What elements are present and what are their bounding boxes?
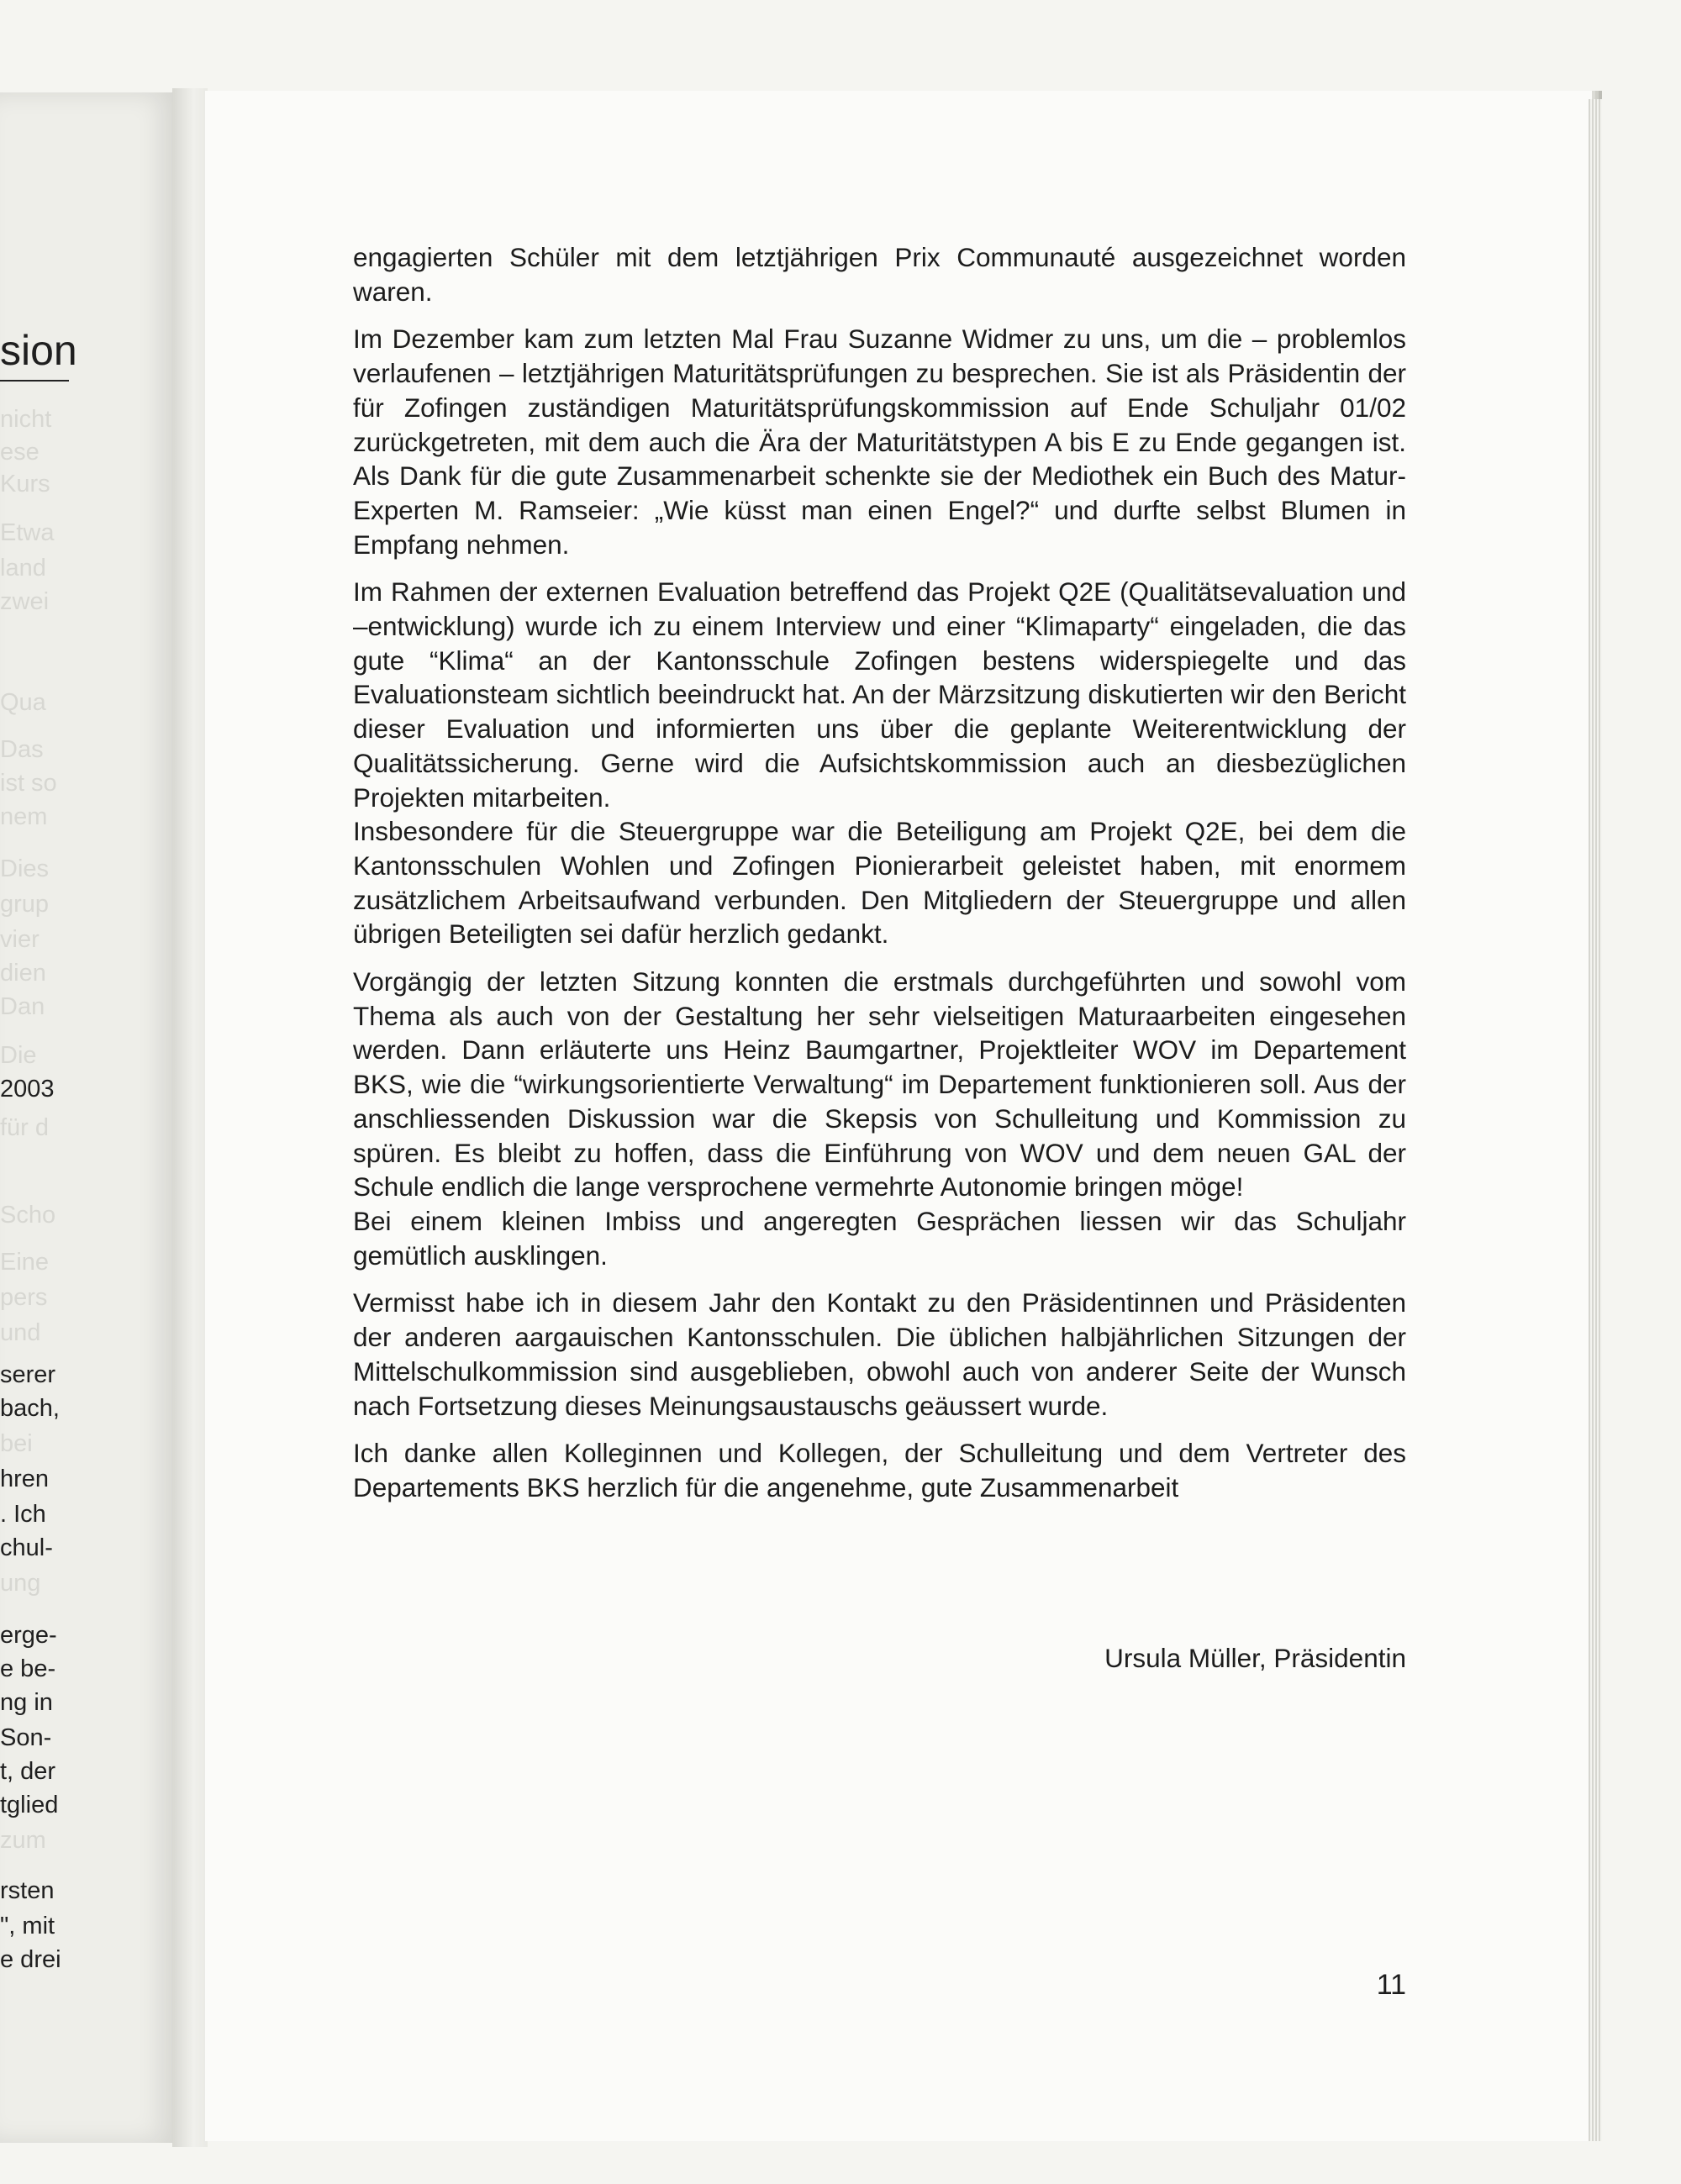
left-heading-rule <box>0 380 69 382</box>
left-faint-fragment: Eine <box>0 1249 50 1276</box>
left-text-fragment: erge- <box>0 1622 57 1649</box>
left-text-fragment: chul- <box>0 1534 53 1561</box>
left-faint-fragment: Dies <box>0 855 50 882</box>
page-stack-edge <box>1589 99 1602 2141</box>
left-faint-fragment: Qua <box>0 689 46 716</box>
left-text-fragment: t, der <box>0 1758 56 1785</box>
left-page-heading: sion <box>0 327 77 374</box>
left-faint-fragment: grup <box>0 891 50 918</box>
left-faint-fragment: ese <box>0 439 40 466</box>
left-faint-fragment: Dan <box>0 993 45 1020</box>
left-faint-fragment: Das <box>0 736 44 763</box>
left-text-fragment: hren <box>0 1466 50 1492</box>
left-text-fragment: ng in <box>0 1689 53 1716</box>
left-text-fragment: . Ich <box>0 1501 46 1528</box>
signature: Ursula Müller, Präsidentin <box>1104 1643 1406 1673</box>
left-faint-fragment: und <box>0 1319 41 1346</box>
left-faint-fragment: Die <box>0 1042 37 1069</box>
left-page <box>0 92 178 2143</box>
book-gutter <box>172 88 208 2147</box>
left-faint-fragment: ist so <box>0 770 57 797</box>
left-page-year: 2003 <box>0 1076 55 1103</box>
left-faint-fragment: nicht <box>0 406 52 433</box>
left-faint-fragment: bei <box>0 1430 33 1457</box>
left-faint-fragment: Kurs <box>0 471 50 497</box>
left-text-fragment: Son- <box>0 1724 52 1751</box>
left-text-fragment: serer <box>0 1361 56 1388</box>
paragraph: engagierten Schüler mit dem letztjährigen Prix Communauté ausgezeichnet worden waren. <box>353 242 1406 307</box>
left-faint-fragment: Scho <box>0 1202 56 1229</box>
paragraph: Vermisst habe ich in diesem Jahr den Kontakt zu den Präsidentinnen und Präsidenten der anderen aargauischen Kantonsschulen. Die üblichen halbjährlichen Sitzungen der Mittelschulkommission sind ausgeblieben, obwohl auch von anderer Seite der Wunsch nach Fortsetzung dieses Meinungsaustauschs geäussert wurde. <box>353 1287 1406 1421</box>
left-text-fragment: e drei <box>0 1946 61 1973</box>
left-text-fragment: e be- <box>0 1655 56 1682</box>
left-faint-fragment: dien <box>0 960 46 987</box>
left-faint-fragment: land <box>0 555 46 582</box>
left-faint-fragment: zwei <box>0 588 50 615</box>
paragraph: Bei einem kleinen Imbiss und angeregten Gesprächen liessen wir das Schuljahr gemütlich ausklingen. <box>353 1205 1406 1271</box>
left-text-fragment: bach, <box>0 1395 60 1422</box>
paragraph: Insbesondere für die Steuergruppe war die Beteiligung am Projekt Q2E, bei dem die Kantonsschulen Wohlen und Zofingen Pionierarbeit geleistet haben, mit enormem zusätzlichem Arbeitsaufwand verbunden. Den Mitgliedern der Steuergruppe und allen übrigen Beteiligten sei dafür herzlich gedankt. <box>353 816 1406 950</box>
paragraph: Im Dezember kam zum letzten Mal Frau Suzanne Widmer zu uns, um die – problemlos verlaufenen – letztjährigen Maturitätsprüfungen zu besprechen. Sie ist als Präsidentin der für Zofingen zuständigen Maturitätsprüfungskommission auf Ende Schuljahr 01/02 zurückgetreten, mit dem auch die Ära der Maturitätstypen A bis E zu Ende gegangen ist. Als Dank für die gute Zusammenarbeit schenkte sie der Mediothek ein Buch des Matur-Experten M. Ramseier: „Wie küsst man einen Engel?“ und durfte selbst Blumen in Empfang nehmen. <box>353 324 1406 560</box>
paragraph: Vorgängig der letzten Sitzung konnten die erstmals durchgeführten und sowohl vom Thema als auch von der Gestaltung her sehr vielseitigen Maturaarbeiten eingesehen werden. Dann erläuterte uns Heinz Baumgartner, Projektleiter WOV im Departement BKS, wie die “wirkungsorientierte Verwaltung“ im Departement funktionieren soll. Aus der anschliessenden Diskussion war die Skepsis von Schulleitung und Kommission zu spüren. Es bleibt zu hoffen, dass die Einführung von WOV und dem neuen GAL der Schule endlich die lange versprochene vermehrte Autonomie bringen möge! <box>353 966 1406 1203</box>
left-faint-fragment: für d <box>0 1114 50 1141</box>
report-body <box>353 240 1406 1505</box>
left-faint-fragment: Etwa <box>0 519 55 546</box>
left-faint-fragment: nem <box>0 803 48 830</box>
paragraph: Ich danke allen Kolleginnen und Kollegen, der Schulleitung und dem Vertreter des Departements BKS herzlich für die angenehme, gute Zusammenarbeit <box>353 1438 1406 1502</box>
left-text-fragment: tglied <box>0 1792 59 1818</box>
left-faint-fragment: ung <box>0 1570 41 1597</box>
page-number: 11 <box>1376 1969 1406 2001</box>
left-text-fragment: rsten <box>0 1877 55 1904</box>
left-faint-fragment: zum <box>0 1827 46 1854</box>
left-faint-fragment: vier <box>0 926 40 953</box>
left-faint-fragment: pers <box>0 1284 48 1311</box>
paragraph: Im Rahmen der externen Evaluation betreffend das Projekt Q2E (Qualitätsevaluation und –entwicklung) wurde ich zu einem Interview und einer “Klimaparty“ eingeladen, die das gute “Klima“ an der Kantonsschule Zofingen bestens widerspiegelte und das Evaluationsteam sichtlich beeindruckt hat. An der Märzsitzung diskutierten wir den Bericht dieser Evaluation und informierten uns über die geplante Weiterentwicklung der Qualitätssicherung. Gerne wird die Aufsichtskommission auch an diesbezüglichen Projekten mitarbeiten. <box>353 576 1406 813</box>
left-text-fragment: ", mit <box>0 1913 55 1939</box>
